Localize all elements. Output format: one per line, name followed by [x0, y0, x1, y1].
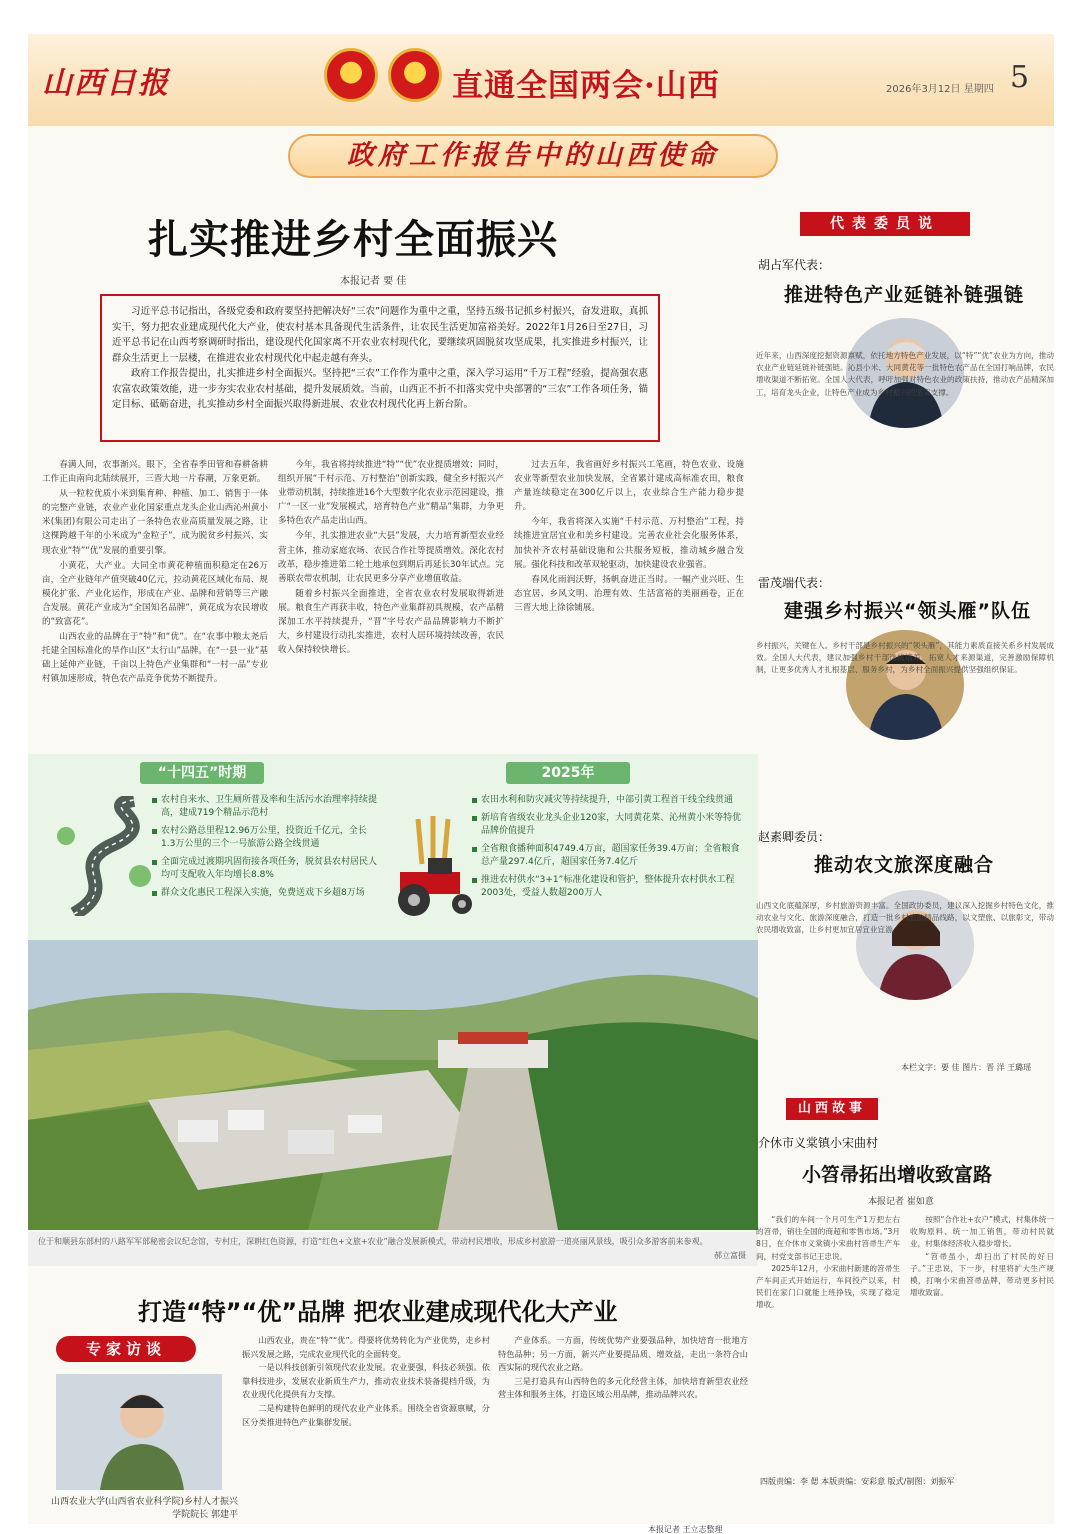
rep-text: 山西文化底蕴深厚，乡村旅游资源丰富。全国政协委员，建议深入挖掘乡村特色文化，推动农业与文化、旅游深度融合，打造一批乡村旅游精品线路，以文塑旅、以旅彰文，带动农民增收致富，让乡村更加宜居宜业宜游。 [756, 901, 1054, 935]
right-sidebar [756, 210, 1054, 1524]
infographic-item: 农田水利和防灾减灾等持续提升，中部引黄工程首干线全线贯通 [472, 794, 744, 807]
body-paragraph: 二是构建特色鲜明的现代农业产业体系。围绕全省资源禀赋，分区分类推进特色产业集群发展。 [242, 1402, 490, 1427]
infographic-item: 农村自来水、卫生厕所普及率和生活污水治理率持续提高，建成719个精品示范村 [152, 794, 378, 820]
body-paragraph: 过去五年，我省画好乡村振兴工笔画，特色农业、设施农业等新型农业加快发展，全省累计建成高标准农田，粮食产量连续稳定在300亿斤以上，农业综合生产能力稳步提升。 [514, 460, 744, 513]
story-headline: 小笤帚拓出增收致富路 [802, 1164, 993, 1186]
rep-text-block [756, 900, 1054, 1050]
infographic-tag-2025: 2025年 [506, 762, 630, 784]
photo-caption-text: 位于和顺县东部村的八路军军部秘密会议纪念馆，专村庄，深耕红色资源，打造“红色+文旅+农业”融合发展新模式，带动村民增收，形成乡村旅游一道亮丽风景线，吸引众多游客前来参观。 [38, 1237, 708, 1246]
infographic-item: 新培育省级农业龙头企业120家，大同黄花菜、沁州黄小米等特优品牌价值提升 [472, 812, 744, 838]
body-paragraph: 春风化雨润沃野，扬帆奋进正当时。一幅产业兴旺、生态宜居、乡风文明、治理有效、生活富裕的美丽画卷，正在三晋大地上徐徐铺展。 [514, 574, 744, 613]
page-footer-credits: 四版责编：李 偲 本版责编：安彩意 版式/制图：刘振军 [760, 1477, 955, 1486]
body-paragraph: “笤帚虽小，却扫出了村民的好日子。”王忠说，下一步，村里将扩大生产规模，打响小宋曲笤帚品牌，带动更多村民增收致富。 [910, 1251, 1054, 1298]
rep-text-block [756, 640, 1054, 820]
infographic-item: 全省粮食播种面积4749.4万亩，超国家任务39.4万亩；全省粮食总产量297.4亿斤，超国家任务7.4亿斤 [472, 843, 744, 869]
body-paragraph: 产业体系。一方面，传统优势产业要强品种，加快培育一批地方特色品种；另一方面，新兴产业要提品质、增效益，走出一条符合山西实际的现代农业之路。 [498, 1335, 748, 1373]
intro-paragraph: 习近平总书记指出，各级党委和政府要坚持把解决好“三农”问题作为重中之重，坚持五级书记抓乡村振兴，奋发进取，真抓实干，努力把农业建成现代化大产业，使农村基本具备现代生活条件，让农民生活更加富裕美好。2022年1月26日至27日，习近平总书记在山西考察调研时指出，建设现代化国家离不开农业农村现代化，要继续巩固脱贫攻坚成果，扎实推进乡村振兴，让群众生活更上一层楼，在推进农业农村现代化中起走越有奔头。 [112, 306, 648, 364]
rep-text-block [756, 350, 1054, 540]
body-paragraph: 2025年12月，小宋曲村新建的笤帚生产车间正式开始运行，车间投产以来，村民们在家门口就能上班挣钱，实现了稳定增收。 [756, 1263, 900, 1310]
expert-caption: 山西农业大学(山西省农业科学院)乡村人才振兴学院院长 郭建平 [50, 1497, 238, 1520]
section-title: 直通全国两会·山西 [452, 68, 720, 104]
lead-column-3 [514, 458, 744, 743]
rep-headline: 推进特色产业延链补链强链 [784, 284, 1025, 306]
body-paragraph: 山西农业的品牌在于“特”和“优”。在“农事中粮太尧后托建全国标准化的旱作山区“太行山”品牌。在“一县一业”基础上延伸产业链，千亩以上特色产业集群和“一村一品”专业村镇加速形成，特色农产品竞争优势不断提升。 [42, 632, 268, 685]
expert-interview-tag: 专家访谈 [56, 1336, 196, 1362]
infographic-tag-14th-plan: “十四五”时期 [140, 762, 264, 784]
road-illustration-icon [54, 796, 154, 916]
infographic-item: 全面完成过渡期巩固衔接各项任务，脱贫县农村居民人均可支配收入年均增长8.8% [152, 856, 378, 882]
rep-name: 赵素卿委员： [758, 830, 831, 844]
rep-name: 雷茂端代表： [758, 576, 831, 590]
lead-headline: 扎实推进乡村全面振兴 [148, 217, 558, 263]
sub-column-2 [498, 1334, 748, 1534]
body-paragraph: 按照“合作社+农户”模式，村集体统一收购原料、统一加工销售，带动村民就业，村集体经济收入稳步增长。 [910, 1215, 1054, 1249]
story-kicker: 介休市义棠镇小宋曲村 [758, 1136, 879, 1150]
masthead [28, 34, 1054, 126]
topic-banner: 政府工作报告中的山西使命 [288, 134, 778, 178]
newspaper-page [28, 34, 1054, 1534]
infographic-list-right [472, 794, 744, 905]
body-paragraph: “我们的车间一个月可生产1万把左右的笤帚，销往全国的商超和零售市场。”3月8日，在介休市义棠镇小宋曲村笤帚生产车间，村党支部书记王忠说。 [756, 1215, 900, 1261]
rep-text: 乡村振兴，关键在人。乡村干部是乡村振兴的“领头雁”，其能力素质直接关系乡村发展成效。全国人大代表，建议加强乡村干部选拔培养，拓宽人才来源渠道，完善激励保障机制，让更多优秀人才扎根基层、服务乡村，为乡村全面振兴提供坚强组织保证。 [756, 641, 1054, 675]
infographic-panel [28, 754, 758, 940]
infographic-item: 群众文化惠民工程深入实施，免费送戏下乡超8万场 [152, 887, 378, 900]
rep-headline: 推动农文旅深度融合 [814, 854, 995, 876]
lead-column-2 [278, 458, 504, 743]
cppcc-emblem-icon [388, 48, 442, 102]
body-paragraph: 今年，我省将深入实施“千村示范、万村整治”工程，持续推进宜居宜业和美乡村建设。完善农业社会化服务体系，加快补齐农村基础设施和公共服务短板，推动城乡融合发展。强化科技和改革双轮驱动，加快建设农业强省。 [514, 517, 744, 570]
body-paragraph: 春满人间，农事渐兴。眼下，全省春季田管和春耕备耕工作正由南向北陆续展开，三晋大地一片春潮，万象更新。 [42, 460, 268, 485]
sub-byline: 本报记者 王立志整理 [648, 1525, 723, 1534]
sub-headline: 打造“特”“优”品牌 把农业建成现代化大产业 [138, 1298, 618, 1326]
body-paragraph: 三是打造具有山西特色的多元化经营主体，加快培育新型农业经营主体和服务主体，打造区域公用品牌，推动品牌兴农。 [498, 1375, 748, 1400]
story-section-tag: 山西故事 [786, 1098, 878, 1120]
infographic-item: 农村公路总里程12.96万公里，投资近千亿元，全长1.3万公里的三个一号旅游公路全线贯通 [152, 825, 378, 851]
national-emblem-icon [324, 48, 378, 102]
lead-byline: 本报记者 要 佳 [340, 276, 407, 287]
lead-column-1 [42, 458, 268, 743]
photo-caption [28, 1232, 758, 1266]
village-landscape-image [28, 940, 758, 1230]
infographic-item: 推进农村供水“3+1”标准化建设和管护，整体提升农村供水工程2003处，受益人数超200万人 [472, 874, 744, 900]
rep-name: 胡占军代表： [758, 258, 831, 272]
story-column-1 [756, 1214, 900, 1504]
newspaper-logo: 山西日报 [42, 66, 170, 101]
body-paragraph: 山西农业，贵在“特”“优”。得要将优势转化为产业优势，走乡村振兴发展之路，完成农业现代化的全面转变。 [242, 1335, 490, 1359]
story-column-2 [910, 1214, 1054, 1504]
body-paragraph: 随着乡村振兴全面推进，全省农业农村发展取得新进展。粮食生产再获丰收，特色产业集群初具规模，农产品精深加工水平持续提升，“晋”字号农产品品牌影响力不断扩大，乡村建设行动扎实推进，农村人居环境持续改善，农民收入保持较快增长。 [278, 588, 504, 656]
expert-portrait [56, 1374, 222, 1490]
body-paragraph: 从一粒粒优质小米到集育种、种植、加工、销售于一体的完整产业链，农业产业化国家重点龙头企业山西沁州黄小米(集团)有限公司走出了一条特色农业高质量发展之路，让这棵跨越千年的小米成为“金粒子”，成为脱贫乡村振兴、实现农业“特”“优”发展的重要引擎。 [42, 489, 268, 556]
body-paragraph: 小黄花，大产业。大同全市黄花种植面积稳定在26万亩，全产业链年产值突破40亿元，拉动黄花区域化布局、规模化扩张、产业化运作，形成在产业、品牌和营销等三产融合发展。黄花产业成为“全国知名品牌”，黄花成为农民增收的“致富花”。 [42, 560, 268, 628]
reps-credit: 本栏文字：要 佳 图片：晋 洋 王璐瑶 [901, 1063, 1032, 1072]
expert-portrait-image [56, 1374, 222, 1490]
lead-intro-box [100, 294, 660, 442]
sub-column-1 [242, 1334, 490, 1534]
story-byline: 本报记者 崔如意 [868, 1197, 934, 1207]
body-paragraph: 今年，扎实推进农业“大县”发展，大力培育新型农业经营主体，推动家庭农场、农民合作社等提质增效。深化农村改革，稳步推进第二轮土地承包到期后再延长30年试点。完善联农带农机制，让农民更多分享产业增值收益。 [278, 531, 504, 584]
body-paragraph: 一是以科技创新引领现代农业发展。农业要强，科技必须强。依靠科技进步，发展农业新质生产力，推动农业技术装备提档升级，为农业现代化提供有力支撑。 [242, 1362, 490, 1400]
photo-credit: 郝立富摄 [714, 1251, 746, 1260]
page-number: 5 [1010, 60, 1030, 95]
reps-section-tag: 代表委员说 [800, 212, 970, 236]
intro-paragraph: 政府工作报告提出，扎实推进乡村全面振兴。坚持把“三农”工作作为重中之重，深入学习运用“千万工程”经验，提高强农惠农富农政策效能，进一步夯实农业农村基础，提升发展质效。当前，山西正不折不扣落实党中央部署的“三农”工作各项任务，锚定目标、砥砺奋进，扎实推动乡村全面振兴取得新进展、农业农村现代化再上新台阶。 [112, 368, 648, 410]
aerial-village-photo [28, 940, 758, 1230]
infographic-list-left [152, 794, 378, 905]
issue-date: 2026年3月12日 星期四 [886, 84, 994, 95]
body-paragraph: 今年，我省将持续推进“特”“优”农业提质增效；同时，组织开展“千村示范、万村整治”创新实践，健全乡村振兴产业带动机制，持续推进16个大型数字化农业示范园建设，推广“一区一业”发展模式，培育特色产业“精品”集群，力争更多特色农产品走出山西。 [278, 460, 504, 527]
story-body [756, 1214, 1054, 1504]
rep-headline: 建强乡村振兴“领头雁”队伍 [784, 600, 1031, 622]
rep-text: 近年来，山西深度挖掘资源禀赋，依托地方特色产业发展，以“特”“优”农业为方向，推动农业产业链延链补链强链。沁县小米、大同黄花等一批特色农产品在全国打响品牌，农民增收渠道不断拓宽。全国人大代表，呼吁加强对特色农业的政策扶持，推动农产品精深加工，培育龙头企业，让特色产业成为乡村振兴的坚实支撑。 [756, 351, 1054, 397]
